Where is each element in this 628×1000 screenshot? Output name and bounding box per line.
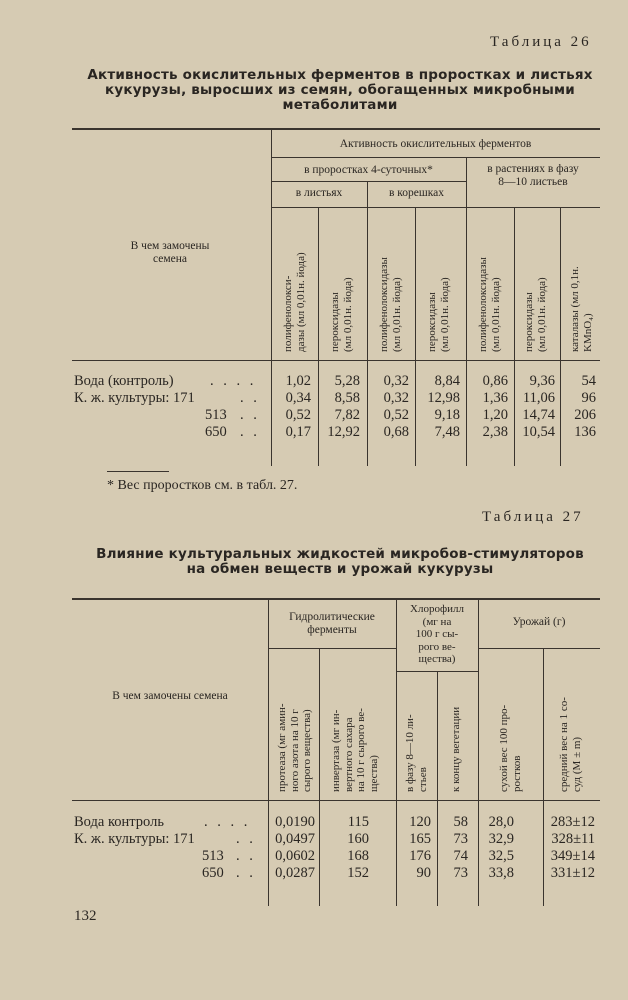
sub-header-leaves: в листьях	[295, 187, 343, 199]
rule	[72, 598, 600, 600]
table-cell: 206	[574, 407, 596, 423]
header-line: 100 г сы-	[415, 628, 459, 640]
header-line: каталазы (мл 0,1н.	[569, 266, 581, 352]
table-cell: 10,54	[522, 424, 555, 440]
table-cell: 168	[347, 848, 369, 864]
title-line: кукурузы, выросших из семян, обогащенных микробными	[105, 82, 575, 98]
table-cell: 0,17	[285, 424, 311, 440]
table-cell: 73	[453, 831, 468, 847]
table-26-title	[70, 68, 610, 113]
table-cell: 1,02	[285, 373, 311, 389]
footnote-rule	[107, 471, 169, 472]
stub-line: В чем замочены	[130, 240, 210, 252]
group-header: Активность окислительных ферментов	[339, 138, 532, 150]
table-cell: 9,36	[529, 373, 555, 389]
row-dots: . .	[240, 424, 260, 440]
header-line: стьев	[416, 767, 429, 792]
table-cell: 0,0190	[275, 814, 315, 830]
header-line: щества)	[418, 653, 456, 665]
row-label: Вода (контроль)	[74, 373, 174, 389]
table-cell: 0,86	[482, 373, 508, 389]
table-cell: 32,9	[488, 831, 514, 847]
header-line: KMnO₄)	[581, 313, 594, 352]
column-header	[404, 714, 429, 792]
header-line: сухой вес 100 про-	[498, 704, 510, 792]
column-header	[426, 277, 451, 352]
header-line: инвертаза (мг ин-	[330, 709, 342, 792]
sub-line: в растениях в фазу	[487, 163, 579, 175]
header-line: (мл 0,01н. йода)	[438, 277, 451, 352]
column-header	[378, 257, 403, 352]
group-header-chlorophyll	[396, 603, 478, 666]
rule	[271, 181, 466, 182]
table-cell: 0,52	[383, 407, 409, 423]
header-line: (мл 0,01н. йода)	[535, 277, 548, 352]
table-cell: 54	[581, 373, 596, 389]
table-cell: 0,52	[285, 407, 311, 423]
rule	[271, 157, 600, 158]
row-dots: . .	[236, 848, 256, 864]
rule	[271, 207, 600, 208]
table-26-stub-header	[90, 240, 250, 266]
rule	[268, 648, 396, 649]
table-cell: 96	[581, 390, 596, 406]
row-dots: . . . .	[210, 373, 257, 389]
table-cell: 8,58	[334, 390, 360, 406]
row-dots: . .	[236, 865, 256, 881]
table-26-label: Таблица 26	[490, 34, 592, 50]
header-line: пероксидазы	[523, 292, 535, 352]
table-cell: 331±12	[550, 865, 595, 881]
table-cell: 32,5	[488, 848, 514, 864]
table-cell: 9,18	[434, 407, 460, 423]
sub-header-sprouts: в проростках 4-суточных*	[304, 164, 433, 176]
table-cell: 349±14	[550, 848, 595, 864]
table-cell: 160	[347, 831, 369, 847]
table-cell: 115	[347, 814, 369, 830]
header-line: ного азота на 10 г	[288, 709, 301, 792]
column-header	[450, 707, 463, 792]
row-dots: . . . .	[204, 814, 251, 830]
table-cell: 0,32	[383, 373, 409, 389]
header-line: дазы (мл 0,01н. йода)	[294, 252, 307, 352]
table-cell: 12,92	[327, 424, 360, 440]
table-cell: 0,68	[383, 424, 409, 440]
header-line: рого ве-	[418, 640, 456, 653]
table-cell: 176	[409, 848, 431, 864]
column-header	[329, 277, 354, 352]
stub-line: семена	[153, 253, 187, 265]
rule	[72, 128, 600, 130]
table-cell: 8,84	[434, 373, 460, 389]
title-line: Активность окислительных ферментов в проростках и листьях	[87, 67, 593, 83]
table-27-stub-header: В чем замочены семена	[112, 690, 228, 702]
header-line: (мг на	[422, 615, 452, 628]
sub-header-roots: в корешках	[388, 187, 445, 199]
header-line: Хлорофилл	[410, 603, 464, 615]
table-cell: 2,38	[482, 424, 508, 440]
table-27-title	[70, 547, 610, 577]
table-cell: 11,06	[522, 390, 555, 406]
header-line: пероксидазы	[426, 292, 438, 352]
group-header-enzymes	[268, 611, 396, 637]
header-line: к концу вегетации	[450, 706, 462, 792]
table-cell: 0,0287	[275, 865, 315, 881]
table-cell: 165	[409, 831, 431, 847]
header-line: щества)	[367, 755, 380, 792]
title-line: метаболитами	[282, 97, 398, 113]
table-27-label: Таблица 27	[482, 509, 584, 525]
table-cell: 152	[347, 865, 369, 881]
row-dots: . .	[240, 407, 260, 423]
header-line: (мл 0,01н. йода)	[341, 277, 354, 352]
group-header-yield: Урожай (г)	[512, 616, 566, 628]
table-cell: 74	[453, 848, 468, 864]
table-cell: 1,36	[482, 390, 508, 406]
header-line: суд (M ± m)	[570, 736, 583, 792]
rule	[72, 360, 600, 361]
column-header	[569, 266, 594, 352]
table-cell: 58	[453, 814, 468, 830]
sub-line: 8—10 листьев	[498, 176, 568, 188]
table-cell: 5,28	[334, 373, 360, 389]
header-line: полифенолоксидазы	[477, 257, 489, 352]
header-line: в фазу 8—10 ли-	[404, 714, 416, 792]
page-number: 132	[74, 908, 97, 924]
header-line: (мл 0,01н. йода)	[489, 277, 502, 352]
sub-header-plants	[466, 163, 600, 189]
table-cell: 12,98	[427, 390, 460, 406]
header-line: протеаза (мг амин-	[276, 703, 288, 792]
row-label: Вода контроль	[74, 814, 164, 830]
header-line: ферменты	[307, 624, 357, 636]
table-cell: 33,8	[488, 865, 514, 881]
column-header	[330, 708, 380, 792]
title-line: Влияние культуральных жидкостей микробов-стимуляторов	[96, 546, 584, 562]
table-cell: 0,0602	[275, 848, 315, 864]
header-line: сырого вещества)	[301, 709, 313, 792]
rule	[478, 648, 600, 649]
header-line: средний вес на 1 со-	[558, 697, 570, 792]
table-cell: 28,0	[488, 814, 514, 830]
row-label: 650	[202, 865, 224, 881]
column-header	[282, 252, 307, 352]
row-label: 650	[205, 424, 227, 440]
table-cell: 0,32	[383, 390, 409, 406]
column-header	[498, 705, 523, 792]
header-line: Гидролитические	[289, 611, 375, 623]
table-cell: 1,20	[482, 407, 508, 423]
header-line: вертного сахара	[342, 717, 355, 792]
table-cell: 14,74	[522, 407, 555, 423]
header-line: ростков	[510, 755, 523, 792]
table-cell: 0,34	[285, 390, 311, 406]
table-cell: 0,0497	[275, 831, 315, 847]
table-cell: 120	[409, 814, 431, 830]
table-cell: 73	[453, 865, 468, 881]
header-line: полифенолокси-	[282, 275, 294, 352]
header-line: полифенолоксидазы	[378, 257, 390, 352]
rule	[72, 800, 600, 801]
row-label: К. ж. культуры: 171	[74, 390, 195, 406]
column-header	[523, 277, 548, 352]
column-header	[558, 697, 583, 792]
column-header	[477, 257, 502, 352]
title-line: на обмен веществ и урожай кукурузы	[186, 561, 494, 577]
row-label: 513	[202, 848, 224, 864]
row-label: 513	[205, 407, 227, 423]
table-cell: 136	[574, 424, 596, 440]
table-cell: 7,48	[434, 424, 460, 440]
row-dots: . .	[240, 390, 260, 406]
row-dots: . .	[236, 831, 256, 847]
column-header	[276, 703, 314, 792]
table-cell: 90	[416, 865, 431, 881]
header-line: пероксидазы	[329, 292, 341, 352]
header-line: на 10 г сырого ве-	[355, 708, 367, 792]
table-cell: 7,82	[334, 407, 360, 423]
footnote: * Вес проростков см. в табл. 27.	[107, 478, 298, 493]
row-label: К. ж. культуры: 171	[74, 831, 195, 847]
table-cell: 328±11	[551, 831, 595, 847]
header-line: (мл 0,01н. йода)	[390, 277, 403, 352]
table-cell: 283±12	[550, 814, 595, 830]
